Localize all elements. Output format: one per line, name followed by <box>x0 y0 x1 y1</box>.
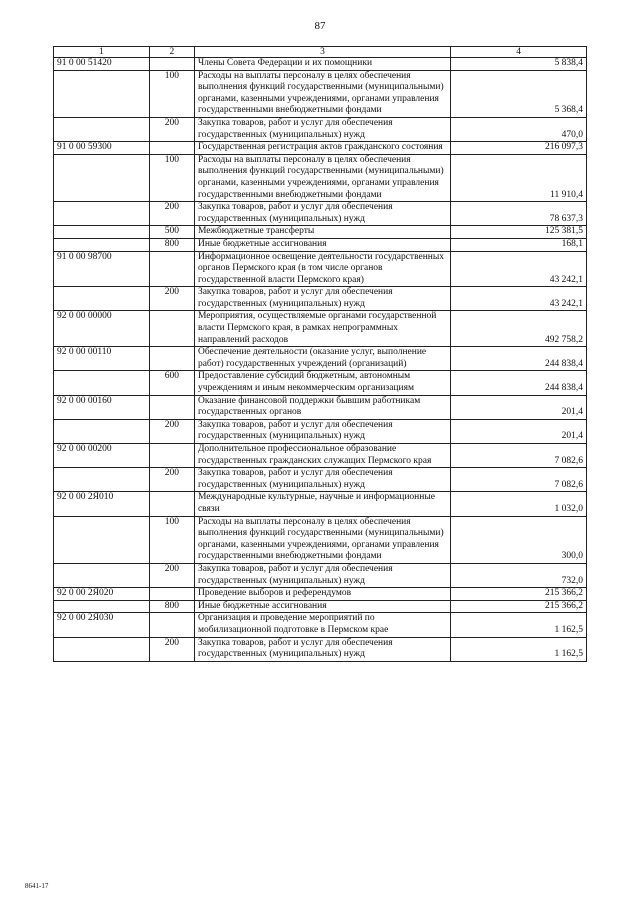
cell-code <box>54 637 150 661</box>
cell-amount: 5 838,4 <box>451 58 587 71</box>
cell-code <box>54 154 150 201</box>
table-row <box>54 600 587 613</box>
cell-code: 92 0 00 2Я010 <box>54 492 150 516</box>
cell-amount: 168,1 <box>451 238 587 251</box>
cell-expense-type: 500 <box>149 226 194 239</box>
table-row <box>54 419 587 443</box>
table-row <box>54 637 587 661</box>
cell-expense-type <box>149 251 194 287</box>
cell-code <box>54 468 150 492</box>
cell-expense-type: 800 <box>149 600 194 613</box>
cell-amount: 125 381,5 <box>451 226 587 239</box>
cell-code <box>54 117 150 141</box>
table-header-row <box>54 47 587 58</box>
cell-description: Расходы на выплаты персоналу в целях обеспечения выполнения функций государственными (муниципальными) органами, казенными учреждениями, органами управления государственными внебюджетными фондами <box>194 70 450 117</box>
table-row <box>54 154 587 201</box>
table-row <box>54 238 587 251</box>
budget-table <box>53 46 587 662</box>
table-row <box>54 563 587 587</box>
table-row <box>54 444 587 468</box>
cell-description: Закупка товаров, работ и услуг для обеспечения государственных (муниципальных) нужд <box>194 468 450 492</box>
table-row <box>54 251 587 287</box>
cell-description: Закупка товаров, работ и услуг для обеспечения государственных (муниципальных) нужд <box>194 563 450 587</box>
cell-amount: 201,4 <box>451 395 587 419</box>
cell-expense-type <box>149 492 194 516</box>
cell-amount: 7 082,6 <box>451 468 587 492</box>
cell-expense-type <box>149 444 194 468</box>
cell-description: Мероприятия, осуществляемые органами государственной власти Пермского края, в рамках непрограммных направлений расходов <box>194 311 450 347</box>
cell-expense-type <box>149 588 194 601</box>
cell-amount: 1 032,0 <box>451 492 587 516</box>
cell-description: Обеспечение деятельности (оказание услуг, выполнение работ) государственных учреждений (организаций) <box>194 347 450 371</box>
cell-expense-type <box>149 613 194 637</box>
table-row <box>54 287 587 311</box>
cell-description: Расходы на выплаты персоналу в целях обеспечения выполнения функций государственными (муниципальными) органами, казенными учреждениями, органами управления государственными внебюджетными фондами <box>194 516 450 563</box>
cell-description: Закупка товаров, работ и услуг для обеспечения государственных (муниципальных) нужд <box>194 287 450 311</box>
cell-amount: 216 097,3 <box>451 142 587 155</box>
cell-description: Иные бюджетные ассигнования <box>194 238 450 251</box>
cell-description: Закупка товаров, работ и услуг для обеспечения государственных (муниципальных) нужд <box>194 117 450 141</box>
cell-amount: 7 082,6 <box>451 444 587 468</box>
cell-code: 92 0 00 2Я020 <box>54 588 150 601</box>
cell-code: 92 0 00 00200 <box>54 444 150 468</box>
cell-expense-type: 100 <box>149 154 194 201</box>
cell-description: Проведение выборов и референдумов <box>194 588 450 601</box>
header-col-1: 1 <box>54 47 150 58</box>
cell-expense-type: 200 <box>149 287 194 311</box>
cell-expense-type <box>149 311 194 347</box>
table-row <box>54 311 587 347</box>
cell-amount: 215 366,2 <box>451 600 587 613</box>
cell-expense-type: 800 <box>149 238 194 251</box>
cell-code <box>54 226 150 239</box>
table-row <box>54 395 587 419</box>
cell-expense-type: 100 <box>149 70 194 117</box>
cell-amount: 1 162,5 <box>451 613 587 637</box>
cell-code: 92 0 00 2Я030 <box>54 613 150 637</box>
table-row <box>54 347 587 371</box>
cell-amount: 43 242,1 <box>451 287 587 311</box>
cell-description: Дополнительное профессиональное образование государственных гражданских служащих Пермского края <box>194 444 450 468</box>
cell-description: Закупка товаров, работ и услуг для обеспечения государственных (муниципальных) нужд <box>194 637 450 661</box>
cell-code <box>54 202 150 226</box>
cell-description: Закупка товаров, работ и услуг для обеспечения государственных (муниципальных) нужд <box>194 419 450 443</box>
cell-description: Оказание финансовой поддержки бывшим работникам государственных органов <box>194 395 450 419</box>
cell-amount: 1 162,5 <box>451 637 587 661</box>
cell-description: Иные бюджетные ассигнования <box>194 600 450 613</box>
table-row <box>54 58 587 71</box>
cell-expense-type: 200 <box>149 117 194 141</box>
cell-code: 91 0 00 59300 <box>54 142 150 155</box>
cell-code <box>54 516 150 563</box>
cell-expense-type: 200 <box>149 202 194 226</box>
cell-amount: 43 242,1 <box>451 251 587 287</box>
cell-expense-type: 100 <box>149 516 194 563</box>
cell-code <box>54 238 150 251</box>
cell-amount: 5 368,4 <box>451 70 587 117</box>
cell-expense-type: 200 <box>149 468 194 492</box>
header-col-2: 2 <box>149 47 194 58</box>
cell-description: Закупка товаров, работ и услуг для обеспечения государственных (муниципальных) нужд <box>194 202 450 226</box>
cell-code <box>54 563 150 587</box>
table-row <box>54 588 587 601</box>
document-code: 8641-17 <box>25 882 49 890</box>
cell-code: 92 0 00 00160 <box>54 395 150 419</box>
cell-amount: 201,4 <box>451 419 587 443</box>
cell-description: Предоставление субсидий бюджетным, автономным учреждениям и иным некоммерческим организациям <box>194 371 450 395</box>
cell-amount: 470,0 <box>451 117 587 141</box>
cell-expense-type: 200 <box>149 637 194 661</box>
cell-amount: 492 758,2 <box>451 311 587 347</box>
cell-code <box>54 419 150 443</box>
table-row <box>54 371 587 395</box>
table-row <box>54 492 587 516</box>
page-number: 87 <box>314 20 326 32</box>
cell-expense-type: 600 <box>149 371 194 395</box>
cell-code <box>54 600 150 613</box>
cell-amount: 732,0 <box>451 563 587 587</box>
cell-amount: 215 366,2 <box>451 588 587 601</box>
cell-code: 91 0 00 98700 <box>54 251 150 287</box>
cell-code <box>54 70 150 117</box>
table-row <box>54 70 587 117</box>
cell-description: Члены Совета Федерации и их помощники <box>194 58 450 71</box>
cell-expense-type <box>149 395 194 419</box>
cell-expense-type <box>149 58 194 71</box>
cell-code: 92 0 00 00000 <box>54 311 150 347</box>
header-col-3: 3 <box>194 47 450 58</box>
cell-description: Организация и проведение мероприятий по мобилизационной подготовке в Пермском крае <box>194 613 450 637</box>
cell-description: Международные культурные, научные и информационные связи <box>194 492 450 516</box>
header-col-4: 4 <box>451 47 587 58</box>
cell-amount: 244 838,4 <box>451 347 587 371</box>
cell-amount: 300,0 <box>451 516 587 563</box>
table-row <box>54 117 587 141</box>
cell-amount: 244 838,4 <box>451 371 587 395</box>
cell-expense-type: 200 <box>149 419 194 443</box>
cell-expense-type <box>149 347 194 371</box>
cell-code <box>54 287 150 311</box>
cell-amount: 11 910,4 <box>451 154 587 201</box>
cell-expense-type: 200 <box>149 563 194 587</box>
cell-description: Межбюджетные трансферты <box>194 226 450 239</box>
table-row <box>54 142 587 155</box>
cell-code: 92 0 00 00110 <box>54 347 150 371</box>
table-row <box>54 613 587 637</box>
table-row <box>54 202 587 226</box>
table-row <box>54 516 587 563</box>
cell-expense-type <box>149 142 194 155</box>
cell-code: 91 0 00 51420 <box>54 58 150 71</box>
cell-description: Информационное освещение деятельности государственных органов Пермского края (в том числе органов государственной власти Пермского края) <box>194 251 450 287</box>
cell-description: Государственная регистрация актов гражданского состояния <box>194 142 450 155</box>
table-row <box>54 468 587 492</box>
cell-amount: 78 637,3 <box>451 202 587 226</box>
table-row <box>54 226 587 239</box>
cell-description: Расходы на выплаты персоналу в целях обеспечения выполнения функций государственными (муниципальными) органами, казенными учреждениями, органами управления государственными внебюджетными фондами <box>194 154 450 201</box>
cell-code <box>54 371 150 395</box>
